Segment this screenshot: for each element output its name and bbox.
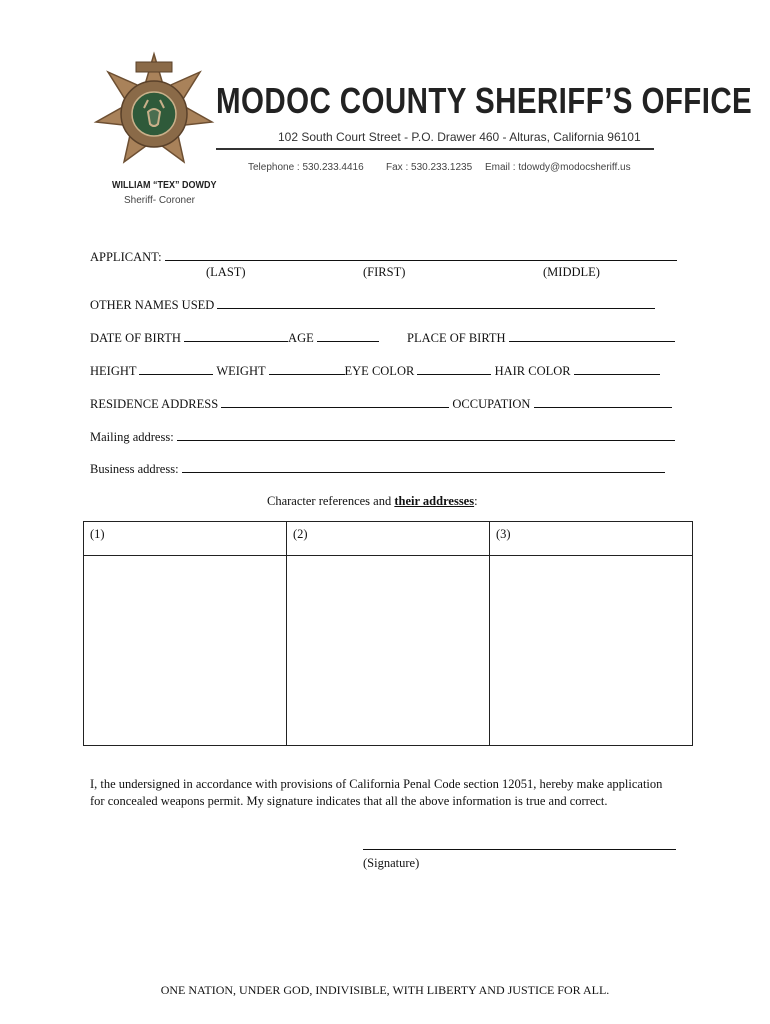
dob-row	[90, 330, 379, 346]
office-address: 102 South Court Street - P.O. Drawer 460 - Alturas, California 96101	[278, 130, 641, 144]
residence-label: RESIDENCE ADDRESS	[90, 397, 219, 411]
dob-field[interactable]	[184, 330, 288, 342]
telephone: Telephone : 530.233.4416	[248, 162, 364, 173]
signature-field[interactable]	[363, 849, 676, 850]
reference-2-field[interactable]	[287, 556, 490, 746]
signature-label: (Signature)	[363, 856, 420, 870]
other-names-field[interactable]	[217, 297, 655, 309]
reference-1-field[interactable]	[84, 556, 287, 746]
pob-field[interactable]	[509, 330, 675, 342]
reference-1-header: (1)	[84, 522, 287, 556]
dob-label: DATE OF BIRTH	[90, 331, 181, 345]
business-label: Business address:	[90, 462, 179, 476]
height-field[interactable]	[139, 363, 213, 375]
header-divider	[216, 148, 654, 150]
eye-color-field[interactable]	[417, 363, 491, 375]
occupation-label: OCCUPATION	[452, 397, 531, 411]
certification-text: I, the undersigned in accordance with provisions of California Penal Code section 12051, hereby make application for concealed weapons permit. My signature indicates that all the above information is true and correct.	[90, 777, 663, 808]
age-field[interactable]	[317, 330, 379, 342]
references-heading-emphasis: their addresses	[394, 494, 475, 508]
business-field[interactable]	[182, 461, 665, 473]
references-body-row	[84, 556, 693, 746]
email: Email : tdowdy@modocsheriff.us	[485, 162, 631, 173]
footer-motto: ONE NATION, UNDER GOD, INDIVISIBLE, WITH LIBERTY AND JUSTICE FOR ALL.	[160, 983, 610, 997]
references-heading	[267, 494, 478, 509]
middle-label: (MIDDLE)	[543, 265, 600, 279]
reference-2-header: (2)	[287, 522, 490, 556]
age-label: AGE	[288, 331, 314, 345]
office-name: MODOC COUNTY SHERIFF’S OFFICE	[216, 80, 753, 121]
residence-row	[90, 396, 672, 412]
references-header-row	[84, 522, 693, 556]
last-label: (LAST)	[206, 265, 246, 279]
weight-field[interactable]	[269, 363, 345, 375]
references-heading-prefix: Character references and	[267, 494, 395, 508]
mailing-field[interactable]	[177, 429, 675, 441]
reference-3-field[interactable]	[490, 556, 693, 746]
mailing-row	[90, 429, 675, 445]
physical-row	[90, 363, 660, 379]
mailing-label: Mailing address:	[90, 430, 174, 444]
other-names-row	[90, 297, 655, 313]
height-label: HEIGHT	[90, 364, 137, 378]
applicant-name-field[interactable]	[165, 249, 677, 261]
sheriff-badge-logo	[92, 50, 216, 174]
other-names-label: OTHER NAMES USED	[90, 298, 215, 312]
sheriff-title: Sheriff- Coroner	[124, 195, 195, 206]
reference-3-header: (3)	[490, 522, 693, 556]
references-table	[83, 521, 693, 746]
applicant-label: APPLICANT:	[90, 250, 162, 264]
sheriff-name: WILLIAM “TEX” DOWDY	[112, 180, 217, 191]
residence-field[interactable]	[221, 396, 449, 408]
business-row	[90, 461, 665, 477]
occupation-field[interactable]	[534, 396, 672, 408]
weight-label: WEIGHT	[216, 364, 266, 378]
first-label: (FIRST)	[363, 265, 406, 279]
hair-color-field[interactable]	[574, 363, 660, 375]
pob-row	[407, 330, 675, 346]
applicant-row	[90, 249, 677, 265]
hair-color-label: HAIR COLOR	[494, 364, 571, 378]
pob-label: PLACE OF BIRTH	[407, 331, 506, 345]
eye-color-label: EYE COLOR	[344, 364, 415, 378]
references-heading-suffix: :	[474, 494, 478, 508]
fax: Fax : 530.233.1235	[386, 162, 473, 173]
